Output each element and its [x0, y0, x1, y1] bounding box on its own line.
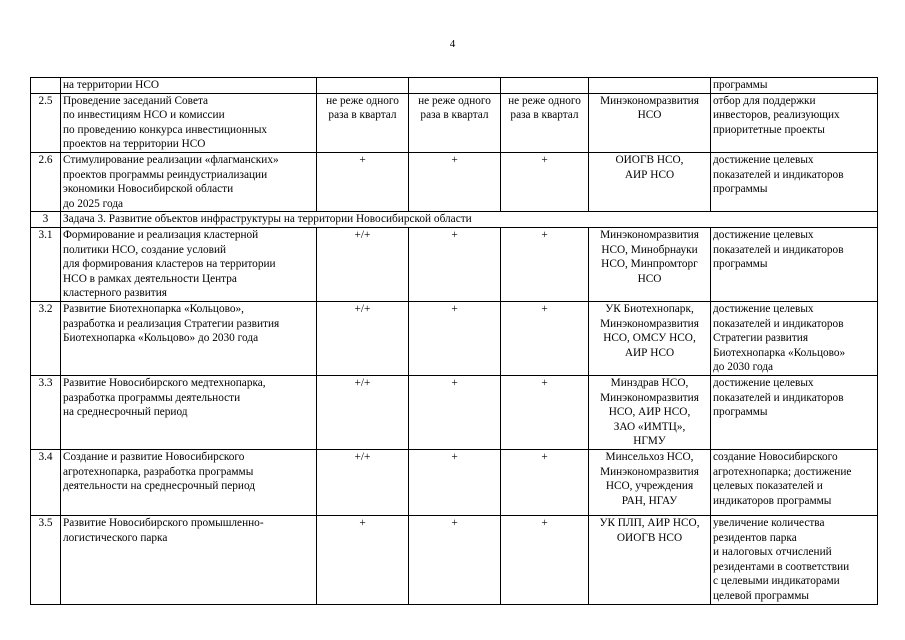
item-title [61, 515, 317, 604]
item-title-line: Развитие Новосибирского промышленно- [63, 516, 264, 529]
period-3-mark-line: не реже одного [508, 94, 581, 107]
responsible-executors [589, 152, 711, 211]
table-row [31, 375, 878, 449]
expected-result-line: приоритетные проекты [713, 123, 825, 136]
expected-result-line: Биотехнопарка «Кольцово» [713, 346, 846, 359]
responsible-executors [589, 301, 711, 375]
item-title [61, 93, 317, 152]
responsible-executors-line: НСО [637, 109, 662, 122]
item-title [61, 301, 317, 375]
period-2-mark-line: раза в квартал [420, 109, 489, 122]
responsible-executors-line: НСО, ОМСУ НСО, [603, 332, 696, 345]
period-3-mark: + [501, 449, 589, 515]
period-1-mark: + [317, 515, 409, 604]
expected-result-line: Стратегии развития [713, 332, 809, 345]
responsible-executors-line: АИР НСО [624, 346, 675, 359]
responsible-executors [589, 78, 711, 94]
responsible-executors-line: АИР НСО [624, 168, 675, 181]
period-2-mark: + [409, 515, 501, 604]
period-1-mark-line: раза в квартал [328, 109, 397, 122]
period-2-mark: + [409, 301, 501, 375]
expected-result-line: агротехнопарка; достижение [713, 465, 852, 478]
item-title-line: Биотехнопарка «Кольцово» до 2030 года [63, 332, 259, 345]
period-1-mark-line: не реже одного [326, 94, 399, 107]
expected-result-line: и налоговых отчислений [713, 546, 832, 559]
item-title-line: проектов программы реиндустриализации [63, 168, 268, 181]
period-1-mark: +/+ [317, 301, 409, 375]
item-number: 3.1 [31, 227, 61, 301]
period-2-mark: + [409, 375, 501, 449]
responsible-executors-line: ОИОГВ НСО, [615, 153, 684, 166]
item-title [61, 152, 317, 211]
period-1-mark: +/+ [317, 227, 409, 301]
expected-result-line: достижение целевых [713, 153, 814, 166]
item-number: 3 [31, 212, 61, 228]
period-3-mark: + [501, 301, 589, 375]
task-row [31, 212, 878, 228]
period-1-mark: +/+ [317, 449, 409, 515]
expected-result-line: достижение целевых [713, 302, 814, 315]
item-title-line: на среднесрочный период [63, 406, 188, 419]
item-title-line: разработка и реализация Стратегии развития [63, 317, 280, 330]
item-title-line: по проведению конкурса инвестиционных [63, 123, 268, 136]
responsible-executors-line: Минэкономразвития [600, 94, 699, 107]
period-3-mark: + [501, 227, 589, 301]
item-title-line: Формирование и реализация кластерной [63, 228, 259, 241]
responsible-executors-line: Минэкономразвития [600, 391, 699, 404]
responsible-executors-line: РАН, НГАУ [621, 494, 678, 507]
item-number: 3.4 [31, 449, 61, 515]
expected-result-line: увеличение количества [713, 516, 825, 529]
item-number: 2.6 [31, 152, 61, 211]
period-3-mark: + [501, 152, 589, 211]
expected-result-line: создание Новосибирского [713, 450, 838, 463]
responsible-executors-line: Минэкономразвития [600, 228, 699, 241]
action-plan-table [30, 77, 878, 605]
expected-result-line: до 2030 года [713, 361, 774, 374]
item-title-line: Стимулирование реализации «флагманских» [63, 153, 279, 166]
expected-result-line: целевой программы [713, 589, 810, 602]
item-number: 3.5 [31, 515, 61, 604]
expected-result [711, 93, 878, 152]
expected-result-line: программы [713, 406, 768, 419]
expected-result-line: целевых показателей и [713, 480, 823, 493]
item-number [31, 78, 61, 94]
responsible-executors-line: НГМУ [633, 435, 666, 448]
table-row [31, 449, 878, 515]
responsible-executors-line: УК ПЛП, АИР НСО, [599, 516, 700, 529]
expected-result-line: резидентами в соответствии [713, 560, 850, 573]
expected-result-line: достижение целевых [713, 376, 814, 389]
table-row [31, 152, 878, 211]
item-number: 3.2 [31, 301, 61, 375]
table-row [31, 78, 878, 94]
expected-result-line: показателей и индикаторов [713, 168, 844, 181]
responsible-executors-line: Минздрав НСО, [610, 376, 689, 389]
period-1-mark: + [317, 152, 409, 211]
period-3-mark [501, 93, 589, 152]
period-2-mark-line: не реже одного [418, 94, 491, 107]
responsible-executors-line: НСО [637, 272, 662, 285]
item-title-line: НСО в рамках деятельности Центра [63, 272, 237, 285]
item-title-line: проектов на территории НСО [63, 138, 206, 151]
period-3-mark [501, 78, 589, 94]
responsible-executors-line: ОИОГВ НСО [616, 531, 683, 544]
expected-result-line: программы [713, 79, 768, 91]
responsible-executors [589, 375, 711, 449]
responsible-executors-line: НСО, АИР НСО, [608, 406, 691, 419]
responsible-executors-line: НСО, учреждения [605, 480, 694, 493]
item-number: 3.3 [31, 375, 61, 449]
item-title [61, 449, 317, 515]
period-1-mark: +/+ [317, 375, 409, 449]
expected-result [711, 78, 878, 94]
expected-result-line: индикаторов программы [713, 494, 832, 507]
expected-result [711, 152, 878, 211]
expected-result-line: программы [713, 183, 768, 196]
expected-result-line: показателей и индикаторов [713, 243, 844, 256]
responsible-executors-line: Минэкономразвития [600, 317, 699, 330]
item-title [61, 227, 317, 301]
item-title-line: Проведение заседаний Совета [63, 94, 209, 107]
period-2-mark [409, 93, 501, 152]
table-row [31, 93, 878, 152]
expected-result [711, 301, 878, 375]
item-title [61, 78, 317, 94]
expected-result [711, 375, 878, 449]
task-title: Задача 3. Развитие объектов инфраструктуры на территории Новосибирской области [61, 212, 878, 228]
item-title-line: Развитие Новосибирского медтехнопарка, [63, 376, 266, 389]
item-title-line: разработка программы деятельности [63, 391, 241, 404]
expected-result [711, 227, 878, 301]
item-title-line: политики НСО, создание условий [63, 243, 227, 256]
responsible-executors-line: Минсельхоз НСО, [605, 450, 694, 463]
item-title [61, 375, 317, 449]
period-3-mark-line: раза в квартал [510, 109, 579, 122]
expected-result-line: с целевыми индикаторами [713, 575, 840, 588]
responsible-executors [589, 227, 711, 301]
period-2-mark: + [409, 449, 501, 515]
item-title-line: кластерного развития [63, 287, 167, 300]
responsible-executors-line: НСО, Минпромторг [601, 258, 698, 271]
period-2-mark: + [409, 152, 501, 211]
responsible-executors [589, 93, 711, 152]
responsible-executors-line: ЗАО «ИМТЦ», [613, 420, 686, 433]
item-number: 2.5 [31, 93, 61, 152]
period-3-mark: + [501, 515, 589, 604]
item-title-line: деятельности на среднесрочный период [63, 480, 256, 493]
item-title-line: агротехнопарка, разработка программы [63, 465, 254, 478]
responsible-executors-line: Минэкономразвития [600, 465, 699, 478]
expected-result-line: показателей и индикаторов [713, 391, 844, 404]
table-row [31, 301, 878, 375]
expected-result-line: показателей и индикаторов [713, 317, 844, 330]
period-1-mark [317, 93, 409, 152]
expected-result-line: программы [713, 258, 768, 271]
item-title-line: Создание и развитие Новосибирского [63, 450, 245, 463]
expected-result-line: отбор для поддержки [713, 94, 816, 107]
responsible-executors [589, 515, 711, 604]
item-title-line: Развитие Биотехнопарка «Кольцово», [63, 302, 244, 315]
responsible-executors [589, 449, 711, 515]
table-row [31, 227, 878, 301]
period-3-mark: + [501, 375, 589, 449]
item-title-line: по инвестициям НСО и комиссии [63, 109, 225, 122]
item-title-line: для формирования кластеров на территории [63, 258, 276, 271]
period-2-mark [409, 78, 501, 94]
table-row [31, 515, 878, 604]
expected-result-line: инвесторов, реализующих [713, 109, 840, 122]
responsible-executors-line: НСО, Минобрнауки [601, 243, 698, 256]
expected-result [711, 515, 878, 604]
expected-result-line: резидентов парка [713, 531, 797, 544]
period-1-mark [317, 78, 409, 94]
expected-result-line: достижение целевых [713, 228, 814, 241]
item-title-line: на территории НСО [63, 79, 160, 91]
expected-result [711, 449, 878, 515]
item-title-line: экономики Новосибирской области [63, 183, 234, 196]
responsible-executors-line: УК Биотехнопарк, [605, 302, 694, 315]
item-title-line: до 2025 года [63, 197, 124, 210]
page-number: 4 [449, 38, 456, 50]
item-title-line: логистического парка [63, 531, 168, 544]
period-2-mark: + [409, 227, 501, 301]
